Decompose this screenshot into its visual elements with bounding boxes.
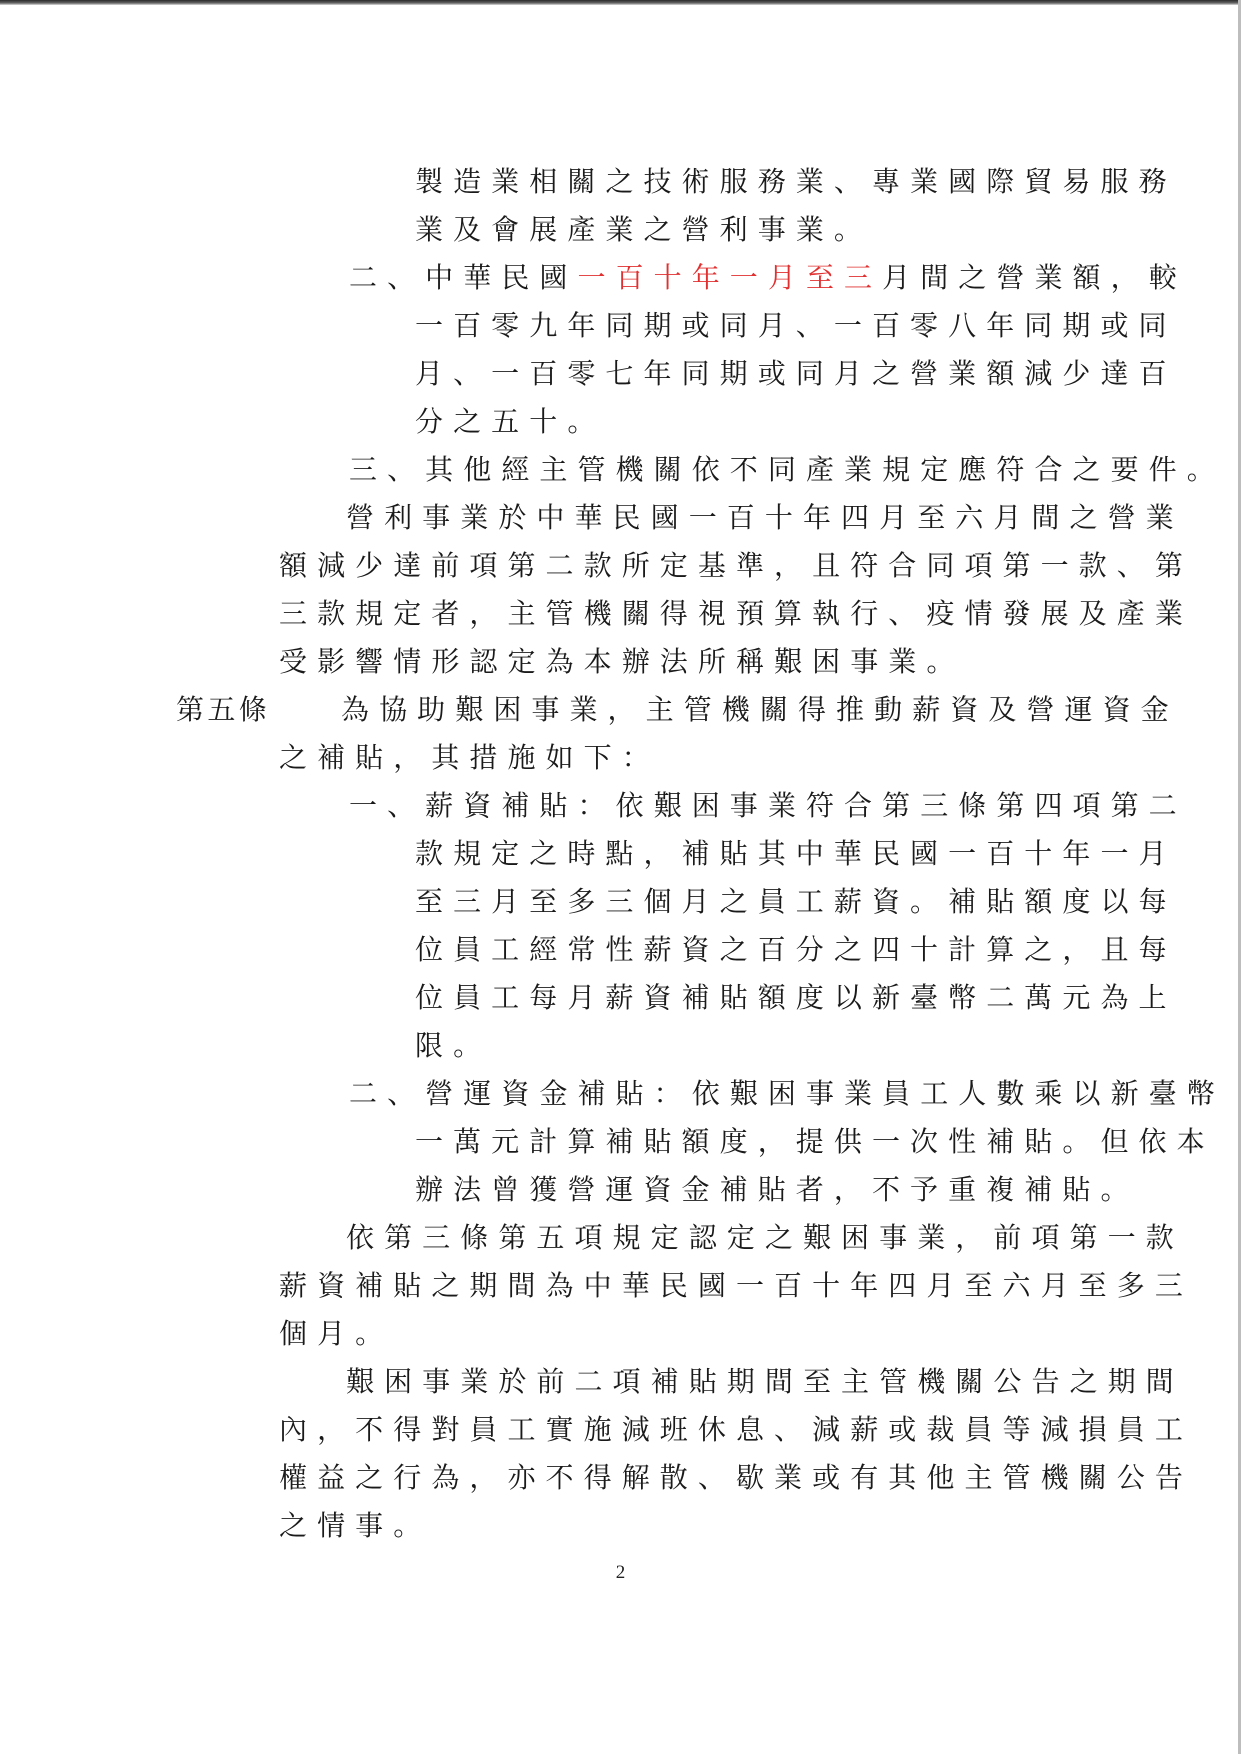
paragraph-line: 受影響情形認定為本辦法所稱艱困事業。 xyxy=(279,645,965,678)
paragraph-line: 營利事業於中華民國一百十年四月至六月間之營業 xyxy=(346,501,1184,534)
scan-edge-top xyxy=(0,0,1241,5)
paragraph-line: 三款規定者，主管機關得視預算執行、疫情發展及產業 xyxy=(279,597,1193,630)
text-segment: 二、中華民國 xyxy=(349,261,578,294)
text-line: 款規定之時點，補貼其中華民國一百十年一月 xyxy=(415,837,1177,870)
text-line: 位員工每月薪資補貼額度以新臺幣二萬元為上 xyxy=(415,981,1177,1014)
list-item-line: 二、營運資金補貼：依艱困事業員工人數乘以新臺幣 xyxy=(349,1077,1225,1110)
paragraph-line: 薪資補貼之期間為中華民國一百十年四月至六月至多三 xyxy=(279,1269,1193,1302)
text-segment: 月間之營業額，較 xyxy=(882,261,1187,294)
text-line: 辦法曾獲營運資金補貼者，不予重複補貼。 xyxy=(415,1173,1139,1206)
text-line: 分之五十。 xyxy=(415,405,606,438)
list-item-line: 三、其他經主管機關依不同產業規定應符合之要件。 xyxy=(349,453,1225,486)
highlighted-text: 一百十年一月至三 xyxy=(577,261,883,294)
text-line: 業及會展產業之營利事業。 xyxy=(415,213,872,246)
article-heading: 第五條 xyxy=(176,693,271,726)
paragraph-line: 依第三條第五項規定認定之艱困事業，前項第一款 xyxy=(346,1221,1184,1254)
text-line: 一萬元計算補貼額度，提供一次性補貼。但依本 xyxy=(415,1125,1215,1158)
text-line: 月、一百零七年同期或同月之營業額減少達百 xyxy=(415,357,1177,390)
text-line: 限。 xyxy=(415,1029,492,1062)
text-line: 製造業相關之技術服務業、專業國際貿易服務 xyxy=(415,165,1177,198)
article-line xyxy=(176,690,1179,730)
paragraph-line: 之情事。 xyxy=(279,1509,432,1542)
paragraph-line: 額減少達前項第二款所定基準，且符合同項第一款、第 xyxy=(279,549,1193,582)
paragraph-line: 之補貼，其措施如下： xyxy=(279,741,660,774)
text-line: 至三月至多三個月之員工薪資。補貼額度以每 xyxy=(415,885,1177,918)
page-number: 2 xyxy=(615,1562,626,1583)
paragraph-line: 權益之行為，亦不得解散、歇業或有其他主管機關公告 xyxy=(279,1461,1193,1494)
list-item-line xyxy=(349,258,1187,298)
text-line: 一百零九年同期或同月、一百零八年同期或同 xyxy=(415,309,1177,342)
article-text: 為協助艱困事業，主管機關得推動薪資及營運資金 xyxy=(341,693,1179,726)
paragraph-line: 艱困事業於前二項補貼期間至主管機關公告之期間 xyxy=(346,1365,1184,1398)
list-item-line: 一、薪資補貼：依艱困事業符合第三條第四項第二 xyxy=(349,789,1187,822)
paragraph-line: 個月。 xyxy=(279,1317,394,1350)
text-line: 位員工經常性薪資之百分之四十計算之，且每 xyxy=(415,933,1177,966)
paragraph-line: 內，不得對員工實施減班休息、減薪或裁員等減損員工 xyxy=(279,1413,1193,1446)
